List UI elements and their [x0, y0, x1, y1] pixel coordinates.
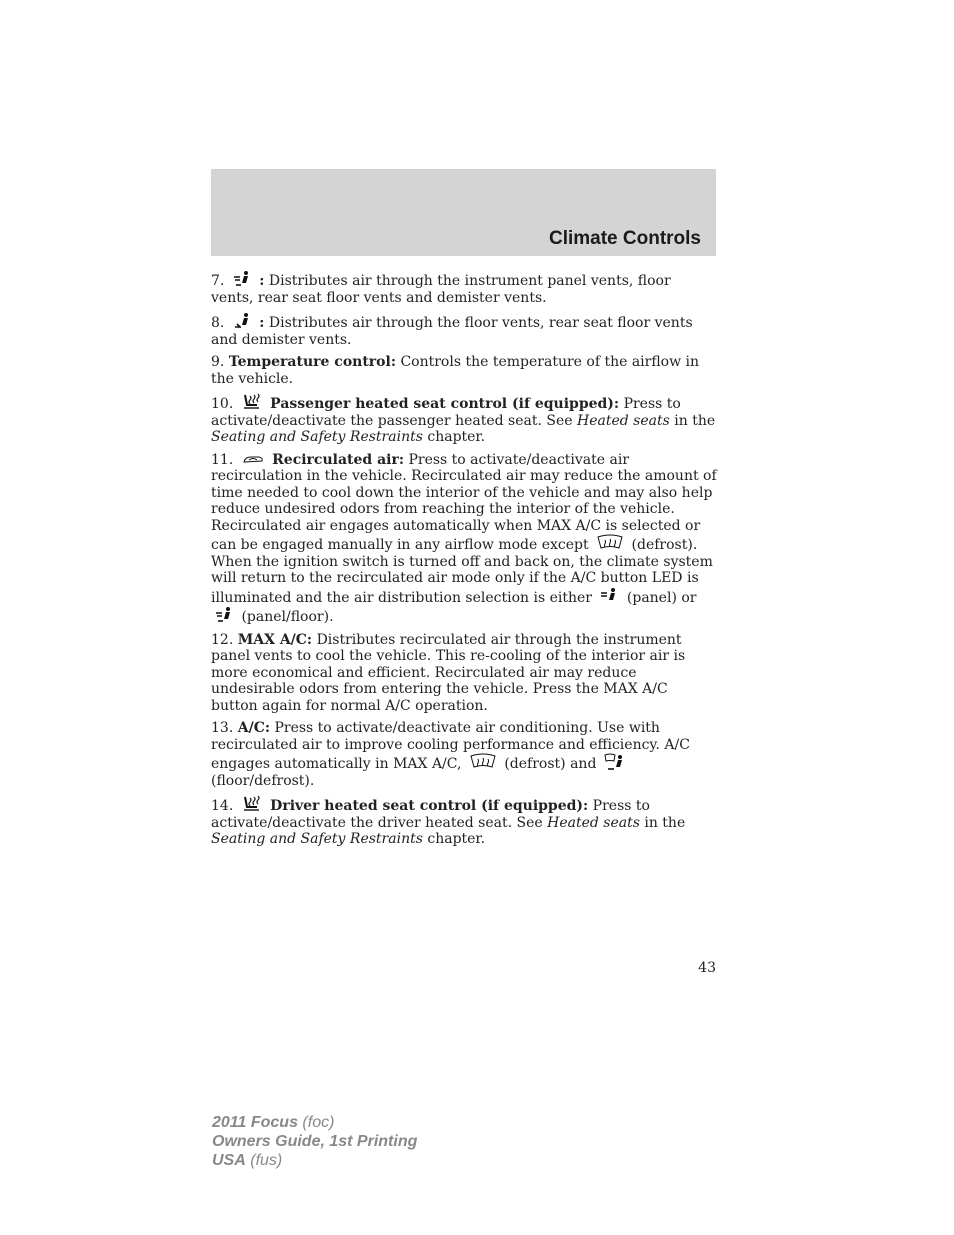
item-number: 11. — [211, 451, 234, 468]
heated-seat-icon — [241, 393, 263, 411]
item-title: Temperature control: — [228, 354, 396, 370]
item-number: 14. — [211, 798, 234, 814]
item-text: Distributes air through the floor vents, rear seat floor vents and demister vents. — [211, 315, 693, 348]
item-title: Passenger heated seat control (if equipped): — [270, 396, 620, 412]
panel-mode-icon — [599, 587, 619, 605]
item-text: in the — [674, 412, 716, 429]
item-text: Press to activate/deactivate air conditioning. Use with recirculated air to improve cooling performance and efficiency. A/C engages automatically in MAX A/C, — [211, 720, 690, 772]
item-text: (panel/floor). — [241, 609, 334, 625]
item-text: (panel) or — [626, 589, 697, 606]
recirculated-air-icon — [241, 453, 265, 467]
footer-region-code: (fus) — [250, 1152, 283, 1169]
item-10 — [211, 393, 717, 446]
item-number: 10. — [211, 396, 234, 412]
footer-line-3 — [212, 1151, 417, 1170]
document-footer — [212, 1113, 417, 1170]
item-text: Press to activate/deactivate air recirculation in the vehicle. Recirculated air may reduce the amount of time needed to cool down the interior of the vehicle and may also help reduce undesired odors from reaching the interior of the vehicle. Recirculated air engages automatically when MAX A/C is selected or can be engaged manually in any airflow mode except — [211, 451, 717, 553]
item-12 — [211, 632, 717, 715]
footer-model: 2011 Focus — [212, 1114, 298, 1131]
item-title: Recirculated air: — [272, 451, 404, 468]
footer-edition: Owners Guide, 1st Printing — [212, 1133, 418, 1150]
page-number: 43 — [698, 960, 716, 976]
footer-line-1 — [212, 1113, 417, 1132]
floor-mode-icon — [232, 312, 252, 330]
item-number: 8. — [211, 315, 225, 331]
item-text: Press to activate/deactivate the driver heated seat. See — [211, 798, 650, 831]
item-number: 7. — [211, 273, 225, 289]
item-text: chapter. — [427, 831, 486, 847]
defrost-icon — [469, 753, 497, 771]
item-text: (defrost). When the ignition switch is turned off and back on, the climate system will return to the recirculated air mode only if the A/C button LED is illuminated and the air distribution selection is either — [211, 537, 713, 606]
cross-reference: Seating and Safety Restraints — [211, 429, 423, 445]
item-7 — [211, 270, 717, 306]
cross-reference: Heated seats — [547, 814, 640, 831]
item-colon: : — [259, 273, 265, 289]
item-title: MAX A/C: — [237, 631, 313, 648]
panel-floor-mode-icon — [232, 270, 252, 288]
item-colon: : — [259, 315, 265, 331]
footer-model-code: (foc) — [302, 1114, 335, 1131]
chapter-header-band — [211, 169, 716, 256]
cross-reference: Seating and Safety Restraints — [211, 831, 423, 847]
panel-floor-mode-icon — [214, 606, 234, 624]
item-11 — [211, 452, 717, 626]
item-title: Driver heated seat control (if equipped): — [270, 798, 589, 814]
item-9 — [211, 354, 717, 387]
item-13 — [211, 720, 717, 789]
item-title: A/C: — [237, 720, 271, 736]
defrost-icon — [596, 534, 624, 552]
item-text: Controls the temperature of the airflow in the vehicle. — [211, 354, 700, 387]
item-text: chapter. — [427, 429, 486, 445]
item-8 — [211, 312, 717, 348]
item-text: (defrost) and — [504, 756, 597, 772]
item-number: 9. — [211, 354, 225, 370]
item-number: 12. — [211, 631, 234, 648]
item-text: (floor/defrost). — [211, 772, 315, 789]
floor-defrost-mode-icon — [604, 753, 626, 771]
page-content — [211, 270, 717, 854]
chapter-title: Climate Controls — [548, 228, 701, 249]
footer-region: USA — [212, 1152, 246, 1169]
heated-seat-icon — [241, 795, 263, 813]
item-text: Distributes air through the instrument panel vents, floor vents, rear seat floor vents and demister vents. — [211, 273, 671, 306]
item-text: Press to activate/deactivate the passenger heated seat. See — [211, 396, 681, 429]
item-text: in the — [644, 814, 686, 831]
item-14 — [211, 795, 717, 848]
footer-line-2 — [212, 1132, 417, 1151]
item-text: Distributes recirculated air through the instrument panel vents to cool the vehicle. This re-cooling of the interior air is more economical and efficient. Recirculated air may reduce undesirable odors from entering the vehicle. Press the MAX A/C button again for normal A/C operation. — [211, 631, 686, 714]
cross-reference: Heated seats — [577, 412, 670, 429]
item-number: 13. — [211, 720, 234, 736]
